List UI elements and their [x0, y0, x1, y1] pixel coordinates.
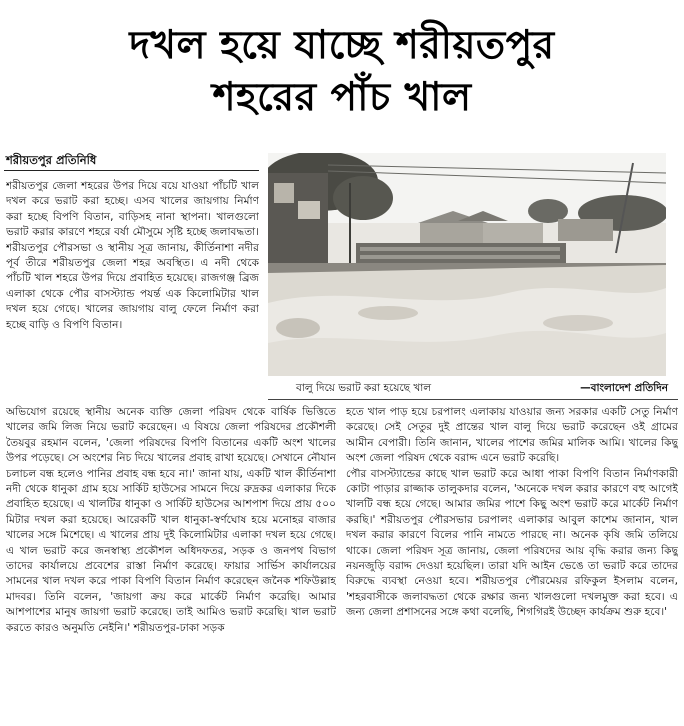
article-column-left-top [6, 179, 259, 404]
news-photo [268, 153, 666, 376]
photo-caption-row [268, 379, 678, 397]
article-column-right [346, 405, 678, 723]
byline-divider [4, 170, 259, 171]
article-paragraph: অভিযোগ রয়েছে স্থানীয় অনেক ব্যক্তি জেলা পরিষদ থেকে বার্ষিক ভিত্তিতে খালের জমি লিজ নিয়ে ভরাট করেছেন। এ বিষয়ে জেলা পরিষদের প্রকৌশলী তৈয়বুর রহমান বলেন, 'জেলা পরিষদের বিপণি বিতানের একটি অংশ খালের উপর পড়েছে। সে অংশের নিচ দিয়ে খালের প্রবাহ রাখা হয়েছে। সেখানে নৌযান চলাচল বন্ধ হলেও পানির প্রবাহ বন্ধ হবে না।' জানা যায়, একটি খাল কীর্তিনাশা নদী থেকে ধানুকা গ্রাম হয়ে সার্কিট হাউসের সামনে দিয়ে রুদ্রকর এলাকার দিকে প্রবাহিত হয়েছে। এ খালটির ধানুকা ও সার্কিট হাউসের আশপাশ দিয়ে প্রায় ৫০০ মিটার দখল করা হয়েছে। আরেকটি খাল ধানুকা-স্বর্ণঘোষ হয়ে মনোহর বাজার খালের সঙ্গে মিশেছে। এ খালের প্রায় দুই কিলোমিটার এলাকা দখল হয়ে গেছে। এ খাল ভরাট করে জনস্বাস্থ্য প্রকৌশল অধিদফতর, সড়ক ও জনপথ বিভাগ তাদের কার্যালয়ে প্রবেশের রাস্তা নির্মাণ করেছে। ফায়ার সার্ভিস কার্যালয়ের সামনের খাল দখল করে পাকা বিপণি বিতান নির্মাণ করেছেন জনৈক শফিউল্লাহ মাদবর। তিনি বলেন, 'জায়গা ক্রয় করে মার্কেট নির্মাণ করেছি। আমার আশপাশের মানুষ জায়গা ভরাট করেছে। তাই আমিও ভরাট করেছি। খাল ভরাট করতে কারও অনুমতি নেইনি।' শরীয়তপুর-ঢাকা সড়ক [6, 406, 336, 634]
headline [0, 20, 684, 124]
photo-caption: বালু দিয়ে ভরাট করা হয়েছে খাল [296, 382, 432, 394]
article-column-left [6, 405, 336, 723]
article-paragraph: পৌর বাসস্ট্যান্ডের কাছে খাল ভরাট করে আধা পাকা বিপণি বিতান নির্মাণকারী কোটা পাড়ার রাজ্জাক তালুকদার বলেন, 'অনেকে দখল করার কারণে বহু আগেই খালটি বন্ধ হয়ে গেছে। আমার জমির পাশে কিছু অংশ ভরাট করে মার্কেট নির্মাণ করছি।' শরীয়তপুর পৌরসভার চরপালং এলাকার আবুল কাশেম জানান, খাল দখল করার কারণে বিলের পানি নামতে পারছে না। অনেক কৃষি জমি তলিয়ে থাকে। জেলা পরিষদ সূত্র জানায়, জেলা পরিষদের আয় বৃদ্ধি করার জন্য কিছু নয়নজুড়ি বরাদ্দ দেওয়া হয়েছিল। তারা যদি আইন ভেঙে তা ভরাট করে তাদের বিরুদ্ধে ব্যবস্থা নেওয়া হবে। শরীয়তপুর পৌরমেয়র রফিকুল ইসলাম বলেন, 'শহরবাসীকে জলাবদ্ধতা থেকে রক্ষার জন্য খালগুলো দখলমুক্ত করা হবে। এ জন্য জেলা প্রশাসনের সঙ্গে কথা বলেছি, শিগগিরই উচ্ছেদ কার্যক্রম শুরু হবে।' [346, 467, 678, 619]
article-paragraph: হতে খাল পাড় হয়ে চরপালং এলাকায় যাওয়ার জন্য সরকার একটি সেতু নির্মাণ করেছে। সেই সেতুর দুই প্রান্তের খাল বালু দিয়ে ভরাট করেছেন ওই গ্রামের আমীন বেপারী। তিনি জানান, খালের পাশের জমির মালিক আমি। খালের কিছু অংশ জেলা পরিষদ থেকে বরাদ্দ এনে ভরাট করেছি। [346, 406, 678, 465]
article-paragraph: শরীয়তপুর জেলা শহরের উপর দিয়ে বয়ে যাওয়া পাঁচটি খাল দখল করে ভরাট করা হচ্ছে। এসব খালের জায়গায় নির্মাণ করা হচ্ছে বিপণি বিতান, বাড়িসহ নানা স্থাপনা। খালগুলো ভরাট করার কারণে শহরে বর্ষা মৌসুমে সৃষ্টি হচ্ছে জলাবদ্ধতা। শরীয়তপুর পৌরসভা ও স্থানীয় সূত্র জানায়, কীর্তিনাশা নদীর পূর্ব তীরে শরীয়তপুর জেলা শহর অবস্থিত। এ নদী থেকে পাঁচটি খাল শহরে উপর দিয়ে প্রবাহিত হয়েছে। রাজগঞ্জ ব্রিজ এলাকা থেকে পৌর বাসস্ট্যান্ড পযর্ন্ত এক কিলোমিটার খাল দখল হয়ে গেছে। খালের জায়গায় বালু ফেলে নির্মাণ করা হচ্ছে বাড়ি ও বিপণি বিতান। [6, 180, 259, 331]
headline-line-2: শহরের পাঁচ খাল [212, 75, 472, 120]
caption-divider [268, 399, 678, 400]
byline: শরীয়তপুর প্রতিনিধি [6, 153, 97, 167]
photo-credit: —বাংলাদেশ প্রতিদিন [580, 382, 668, 394]
headline-line-1: দখল হয়ে যাচ্ছে শরীয়তপুর [129, 23, 555, 68]
